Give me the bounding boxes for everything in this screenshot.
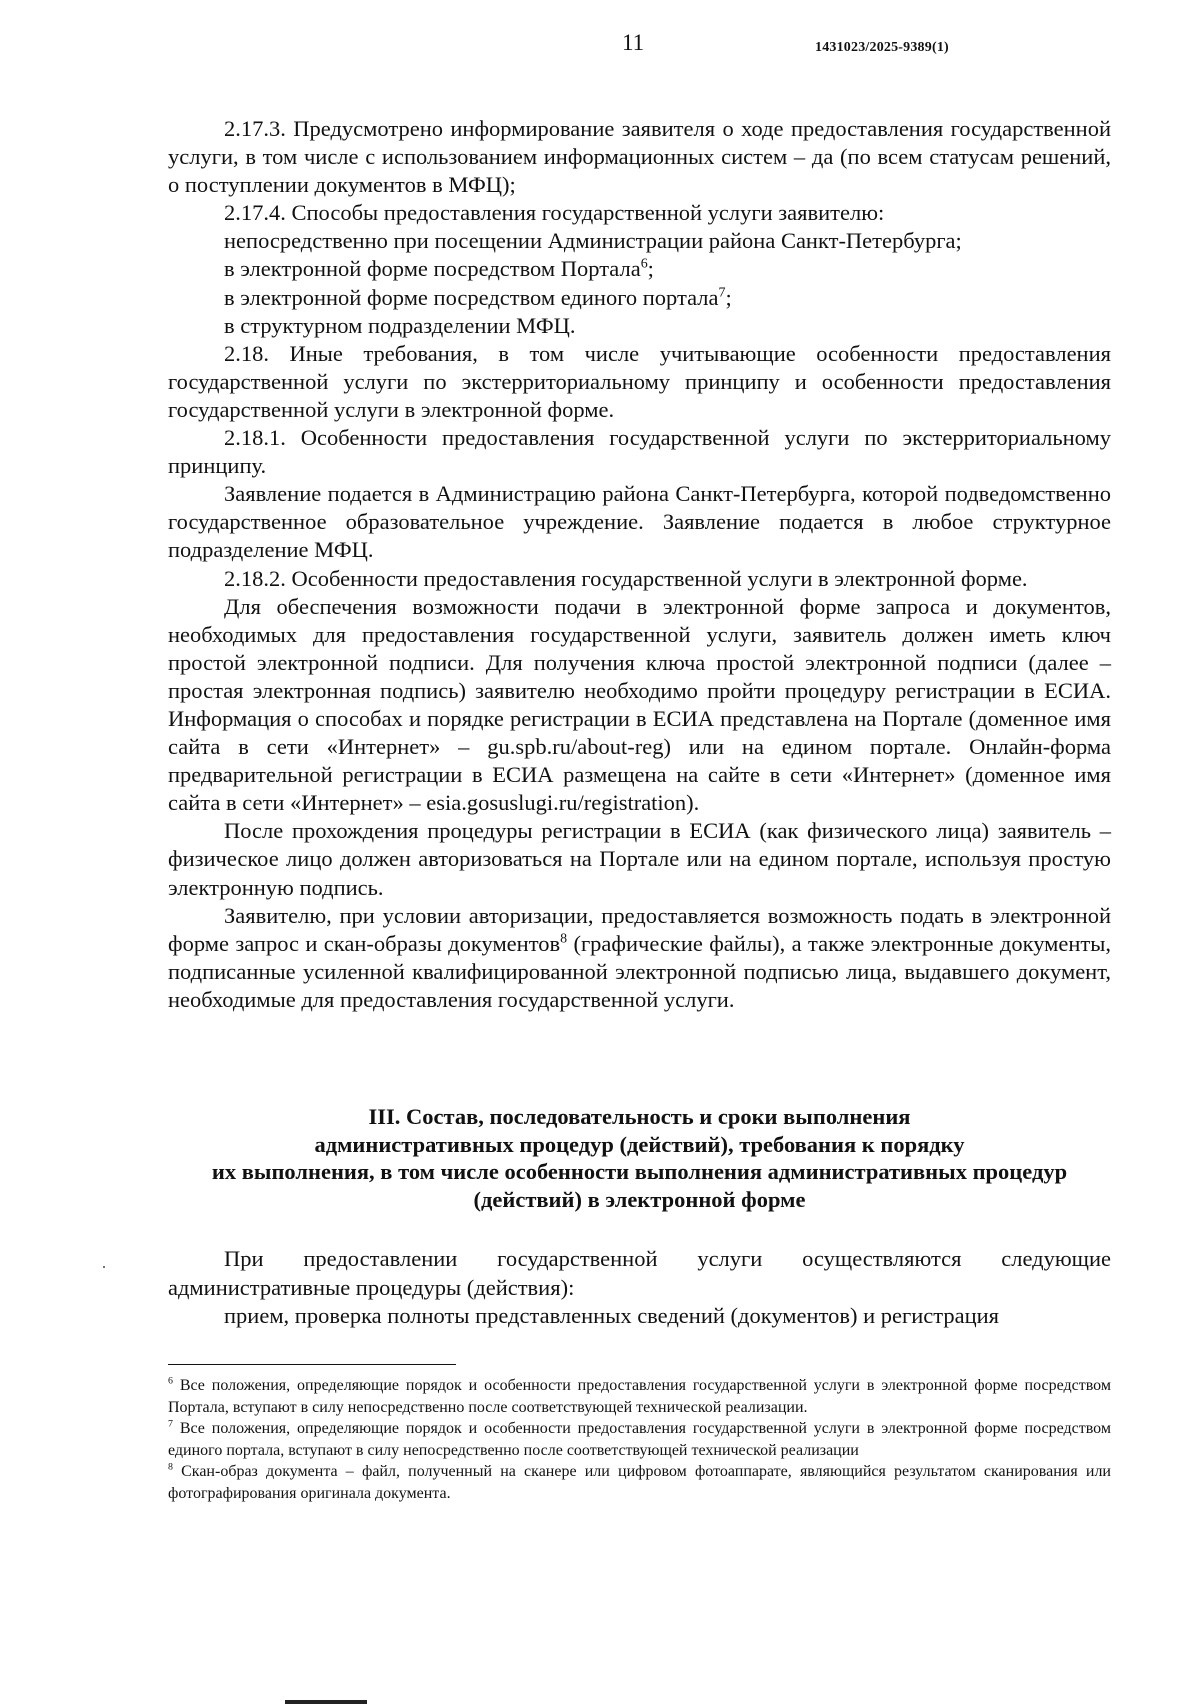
list-item-mfc [168,312,1111,340]
footnote-ref-7: 7 [718,285,726,301]
paragraph-tail: ; [725,284,732,310]
footnote-8 [168,1461,1111,1504]
paragraph-2-18-2 [168,565,1111,593]
paragraph-application [168,480,1111,564]
list-item-portal [168,255,1111,283]
footnotes [168,1375,1111,1504]
document-number: 1431023/2025-9389(1) [815,40,949,55]
footnote-6 [168,1375,1111,1418]
bottom-edge-mark [285,1700,367,1704]
paragraph-2-18 [168,340,1111,424]
paragraph-tail: (графические файлы), а также электронные документы, подписанные усиленной квалифицированной электронной подписью лица, выдавшего документ, необходимые для предоставления государственной услуги. [168,930,1111,1012]
heading-line: III. Состав, последовательность и сроки выполнения [368,1104,911,1129]
paragraph-text: в структурном подразделении МФЦ. [224,312,576,338]
paragraph-procedures-intro [168,1245,1111,1302]
section-body [168,1245,1111,1331]
paragraph-text: 2.18. Иные требования, в том числе учитывающие особенности предоставления государственной услуги по экстерриториальному принципу и особенности предоставления государственной услуги в электронной форме. [168,340,1111,422]
heading-line: их выполнения, в том числе особенности выполнения административных процедур [211,1159,1068,1184]
footnote-number: 7 [168,1418,173,1430]
footnote-ref-6: 6 [640,256,648,272]
paragraph-esia [168,593,1111,818]
paragraph-text: После прохождения процедуры регистрации в ЕСИА (как физического лица) заявитель – физическое лицо должен авторизоваться на Портале или на едином портале, используя простую электронную подпись. [168,818,1111,900]
paragraph-text: в электронной форме посредством единого портала [224,284,719,310]
paragraph-procedure-1 [168,1302,1111,1331]
paragraph-2-18-1 [168,424,1111,480]
paragraph-text: 2.18.2. Особенности предоставления государственной услуги в электронной форме. [224,565,1028,591]
paragraph-text: прием, проверка полноты представленных сведений (документов) и регистрация [224,1303,1000,1328]
page-number: 11 [622,30,645,55]
paragraph-text: Заявителю, при условии авторизации, предоставляется возможность подать в электронной форме запрос и скан-образы документов [168,902,1111,956]
footnote-text: Скан-образ документа – файл, полученный на сканере или цифровом фотоаппарате, являющийся результатом сканирования или фотографирования оригинала документа. [168,1463,1111,1502]
paragraph-2-17-3 [168,115,1111,199]
footnote-text: Все положения, определяющие порядок и особенности предоставления государственной услуги в электронной форме посредством Портала, вступают в силу непосредственно после соответствующей технической реализации. [168,1377,1111,1416]
paragraph-text: 2.17.3. Предусмотрено информирование заявителя о ходе предоставления государственной услуги, в том числе с использованием информационных систем – да (по всем статусам решений, о поступлении документов в МФЦ); [168,116,1111,198]
section-heading [168,1103,1111,1213]
paragraph-text: 2.18.1. Особенности предоставления государственной услуги по экстерриториальному принципу. [168,425,1111,479]
heading-line: (действий) в электронной форме [473,1186,806,1212]
paragraph-text: непосредственно при посещении Администрации района Санкт-Петербурга; [224,228,962,254]
footnote-7 [168,1418,1111,1461]
footnote-separator [168,1364,456,1365]
paragraph-text: в электронной форме посредством Портала [224,256,641,282]
paragraph-2-17-4 [168,199,1111,227]
heading-line: административных процедур (действий), требования к порядку [314,1131,965,1157]
footnote-text: Все положения, определяющие порядок и особенности предоставления государственной услуги в электронной форме посредством единого портала, вступают в силу непосредственно после соответствующей технической реализации [168,1420,1111,1459]
paragraph-tail: ; [647,256,654,282]
paragraph-scan-copies [168,902,1111,1014]
paragraph-text: Заявление подается в Администрацию района Санкт-Петербурга, которой подведомственно государственное образовательное учреждение. Заявление подается в любое структурное подразделение МФЦ. [168,481,1111,563]
paragraph-text: При предоставлении государственной услуги осуществляются следующие административные процедуры (действия): [168,1246,1111,1300]
paragraph-text: 2.17.4. Способы предоставления государственной услуги заявителю: [224,200,885,226]
list-item-administration [168,227,1111,255]
paragraph-text: Для обеспечения возможности подачи в электронной форме запроса и документов, необходимых для предоставления государственной услуги, заявитель должен иметь ключ простой электронной подписи. Для получения ключа простой электронной подписи (далее – простая электронная подпись) заявителю необходимо пройти процедуру регистрации в ЕСИА. Информация о способах и порядке регистрации в ЕСИА представлена на Портале (доменное имя сайта в сети «Интернет» – gu.spb.ru/about-reg) или на едином портале. Онлайн-форма предварительной регистрации в ЕСИА размещена на сайте в сети «Интернет» (доменное имя сайта в сети «Интернет» – esia.gosuslugi.ru/registration). [168,593,1111,816]
list-item-unified-portal [168,284,1111,312]
scan-speck [103,1266,105,1268]
footnote-number: 8 [168,1461,173,1473]
footnote-number: 6 [168,1375,173,1387]
paragraph-authorization [168,817,1111,901]
footnote-ref-8: 8 [560,931,568,947]
body-text [168,115,1111,1014]
